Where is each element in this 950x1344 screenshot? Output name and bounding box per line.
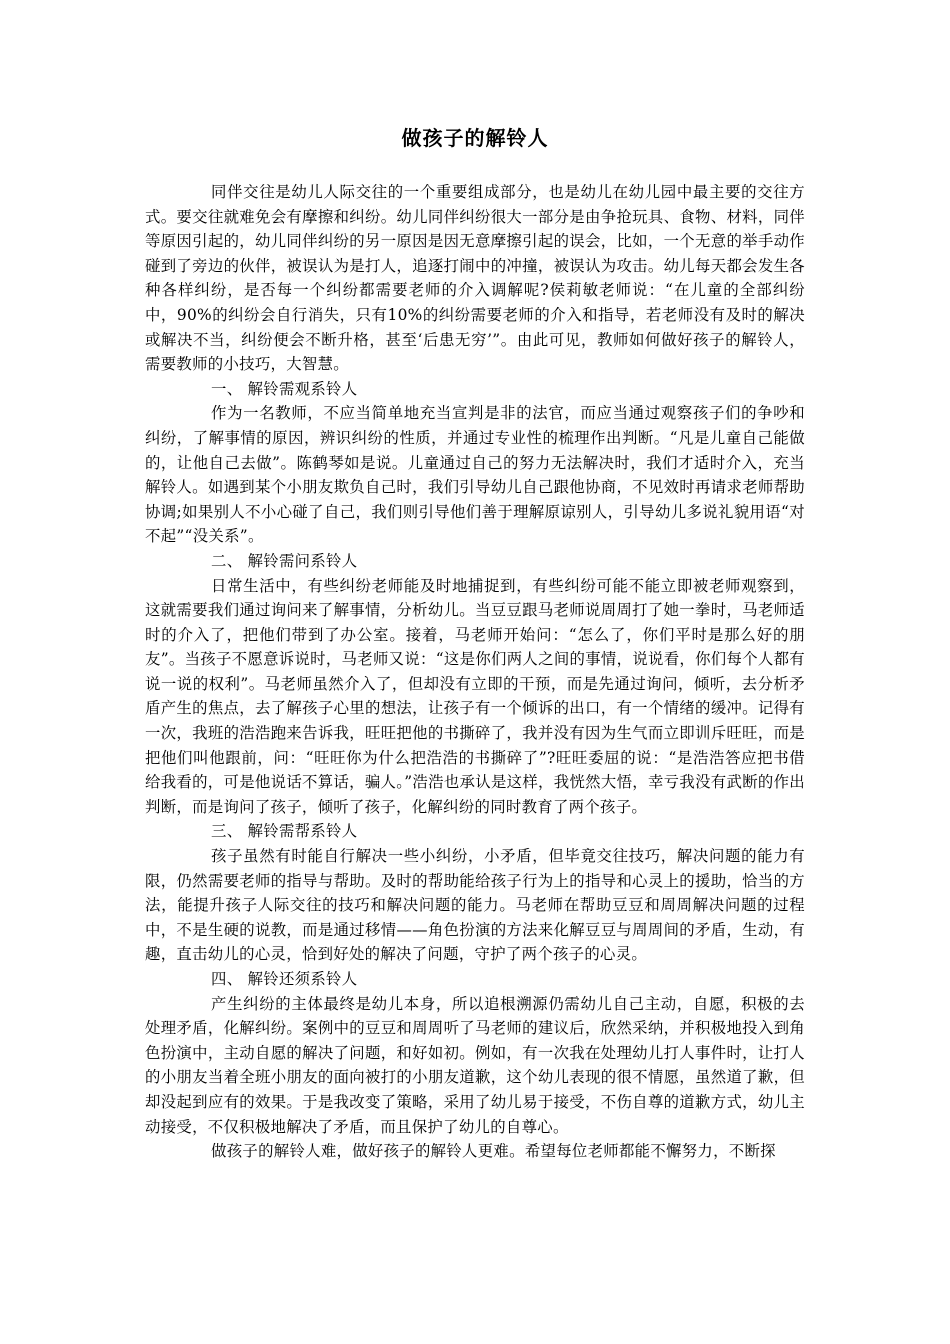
- section-heading-4: 四、 解铃还须系铃人: [211, 970, 358, 988]
- section-paragraph-4: 产生纠纷的主体最终是幼儿本身，所以追根溯源仍需幼儿自己主动，自愿，积极的去处理矛盾，化解纠纷。案例中的豆豆和周周听了马老师的建议后，欣然采纳，并积极地投入到角色扮演中，主动自愿的解决了问题，和好如初。例如，有一次我在处理幼儿打人事件时，让打人的小朋友当着全班小朋友的面向被打的小朋友道歉，这个幼儿表现的很不情愿，虽然道了歉，但却没起到应有的效果。于是我改变了策略，采用了幼儿易于接受，不伤自尊的道歉方式，幼儿主动接受，不仅积极地解决了矛盾，而且保护了幼儿的自尊心。: [145, 994, 805, 1136]
- section-heading-2: 二、 解铃需问系铃人: [211, 551, 358, 570]
- intro-paragraph: 同伴交往是幼儿人际交往的一个重要组成部分，也是幼儿在幼儿园中最主要的交往方式。要交往就难免会有摩擦和纠纷。幼儿同伴纠纷很大一部分是由争抢玩具、食物、材料，同伴等原因引起的，幼儿同伴纠纷的另一原因是因无意摩擦引起的误会，比如，一个无意的举手动作碰到了旁边的伙伴，被误认为是打人，追逐打闹中的冲撞，被误认为攻击。幼儿每天都会发生各种各样纠纷，是否每一个纠纷都需要老师的介入调解呢?侯莉敏老师说：“在儿童的全部纠纷中，90%的纠纷会自行消失，只有10%的纠纷需要老师的介入和指导，若老师没有及时的解决或解决不当，纠纷便会不断升格，甚至‘后患无穷’”。由此可见，教师如何做好孩子的解铃人，需要教师的小技巧，大智慧。: [145, 183, 805, 374]
- closing-paragraph: 做孩子的解铃人难，做好孩子的解铃人更难。希望每位老师都能不懈努力，不断探: [211, 1142, 776, 1161]
- section-heading-1: 一、 解铃需观系铃人: [211, 379, 358, 398]
- document-body: [145, 180, 805, 1164]
- section-paragraph-1: 作为一名教师，不应当简单地充当宣判是非的法官，而应当通过观察孩子们的争吵和纠纷，了解事情的原因，辨识纠纷的性质，并通过专业性的梳理作出判断。“凡是儿童自己能做的，让他自己去做”。陈鹤琴如是说。儿童通过自己的努力无法解决时，我们才适时介入，充当解铃人。如遇到某个小朋友欺负自己时，我们引导幼儿自己跟他协商，不见效时再请求老师帮助协调;如果别人不小心碰了自己，我们则引导他们善于理解原谅别人，引导幼儿多说礼貌用语“对不起”“没关系”。: [145, 404, 805, 546]
- page-title: 做孩子的解铃人: [401, 126, 549, 150]
- section-paragraph-2: 日常生活中，有些纠纷老师能及时地捕捉到，有些纠纷可能不能立即被老师观察到，这就需要我们通过询问来了解事情，分析幼儿。当豆豆跟马老师说周周打了她一拳时，马老师适时的介入了，把他们带到了办公室。接着，马老师开始问：“怎么了，你们平时是那么好的朋友”。当孩子不愿意诉说时，马老师又说：“这是你们两人之间的事情，说说看，你们每个人都有说一说的权利”。马老师虽然介入了，但却没有立即的干预，而是先通过询问，倾听，去分析矛盾产生的焦点，去了解孩子心里的想法，让孩子有一个倾诉的出口，有一个情绪的缓冲。记得有一次，我班的浩浩跑来告诉我，旺旺把他的书撕碎了，我并没有因为生气而立即训斥旺旺，而是把他们叫他跟前，问：“旺旺你为什么把浩浩的书撕碎了”?旺旺委屈的说：“是浩浩答应把书借给我看的，可是他说话不算话，骗人。”浩浩也承认是这样，我恍然大悟，幸亏我没有武断的作出判断，而是询问了孩子，倾听了孩子，化解纠纷的同时教育了两个孩子。: [145, 576, 805, 816]
- section-heading-3: 三、 解铃需帮系铃人: [211, 822, 358, 841]
- section-paragraph-3: 孩子虽然有时能自行解决一些小纠纷，小矛盾，但毕竟交往技巧，解决问题的能力有限，仍然需要老师的指导与帮助。及时的帮助能给孩子行为上的指导和心灵上的援助，恰当的方法，能提升孩子人际交往的技巧和解决问题的能力。马老师在帮助豆豆和周周解决问题的过程中，不是生硬的说教，而是通过移情——角色扮演的方法来化解豆豆与周周间的矛盾，生动，有趣，直击幼儿的心灵，恰到好处的解决了问题，守护了两个孩子的心灵。: [145, 847, 805, 964]
